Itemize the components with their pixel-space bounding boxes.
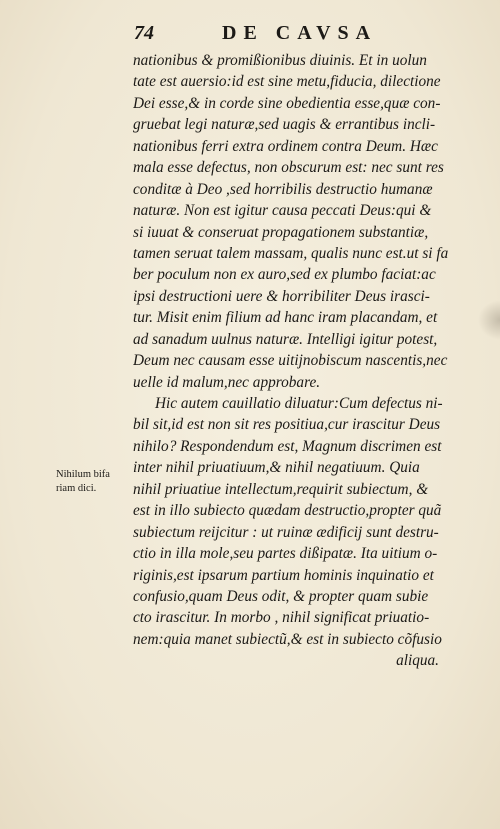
text-line: uelle id malum,nec approbare.	[133, 373, 321, 391]
page-number: 74	[134, 22, 154, 44]
body-text	[133, 50, 473, 672]
text-line: ipsi destructioni uere & horribiliter Deus irasci-	[133, 287, 430, 305]
text-line: Dei esse,& in corde sine obedientia esse,quæ con-	[133, 94, 441, 112]
text-line: est in illo subiecto quædam destructio,propter quã	[133, 502, 442, 520]
text-line: tur. Misit enim filium ad hanc iram placandam, et	[133, 309, 438, 327]
text-line: conditæ à Deo ,sed horribilis destructio humanæ	[133, 180, 433, 198]
text-line: Deum nec causam esse uitijnobiscum nascentis,nec	[133, 352, 448, 370]
text-line: nationibus & promißionibus diuinis. Et in uolun	[133, 52, 427, 69]
marginal-note-line: riam dici.	[56, 483, 97, 494]
text-line: naturæ. Non est igitur causa peccati Deus:qui &	[133, 202, 432, 220]
text-line: ctio in illa mole,seu partes dißipatæ. Ita uitium o-	[133, 545, 438, 563]
text-line: cto irascitur. In morbo , nihil significat priuatio-	[133, 609, 430, 627]
marginal-note	[56, 468, 134, 496]
text-line: ad sanadum uulnus naturæ. Intelligi igitur potest,	[133, 330, 438, 348]
text-line: nationibus ferri extra ordinem contra Deum. Hæc	[133, 137, 438, 155]
text-line: Hic autem cauillatio diluatur:Cum defectus ni-	[155, 395, 443, 412]
text-line: bil sit,id est non sit res positiua,cur irascitur Deus	[133, 416, 441, 434]
text-line: nem:quia manet subiectũ,& est in subiecto cõfusio	[133, 630, 442, 648]
text-line: confusio,quam Deus odit, & propter quam subie	[133, 587, 429, 605]
text-line: mala esse defectus, non obscurum est: nec sunt res	[133, 159, 444, 177]
text-line: nihil priuatiue intellectum,requirit subiectum, &	[133, 480, 429, 498]
text-line: nihilo? Respondendum est, Magnum discrimen est	[133, 437, 442, 455]
text-line: tamen seruat talem massam, qualis nunc est.ut si fa	[133, 244, 449, 262]
text-line: ber poculum non ex auro,sed ex plumbo faciat:ac	[133, 266, 436, 284]
text-line: tate est auersio:id est sine metu,fiducia, dilectione	[133, 73, 441, 91]
text-line: subiectum reijcitur : ut ruinæ ædificij sunt destru-	[133, 523, 439, 541]
page-header	[134, 22, 394, 48]
marginal-note-line: Nihilum bifa	[56, 469, 110, 480]
text-line: inter nihil priuatiuum,& nihil negatiuum. Quia	[133, 459, 420, 477]
running-head: DE CAVSA	[222, 22, 378, 44]
text-line: aliqua.	[396, 652, 439, 670]
page-stain	[478, 300, 500, 340]
text-line: riginis,est ipsarum partium hominis inquinatio et	[133, 566, 434, 584]
text-line: gruebat legi naturæ,sed uagis & errantibus incli-	[133, 116, 436, 134]
text-line: si iuuat & conseruat propagationem substantiæ,	[133, 223, 429, 241]
